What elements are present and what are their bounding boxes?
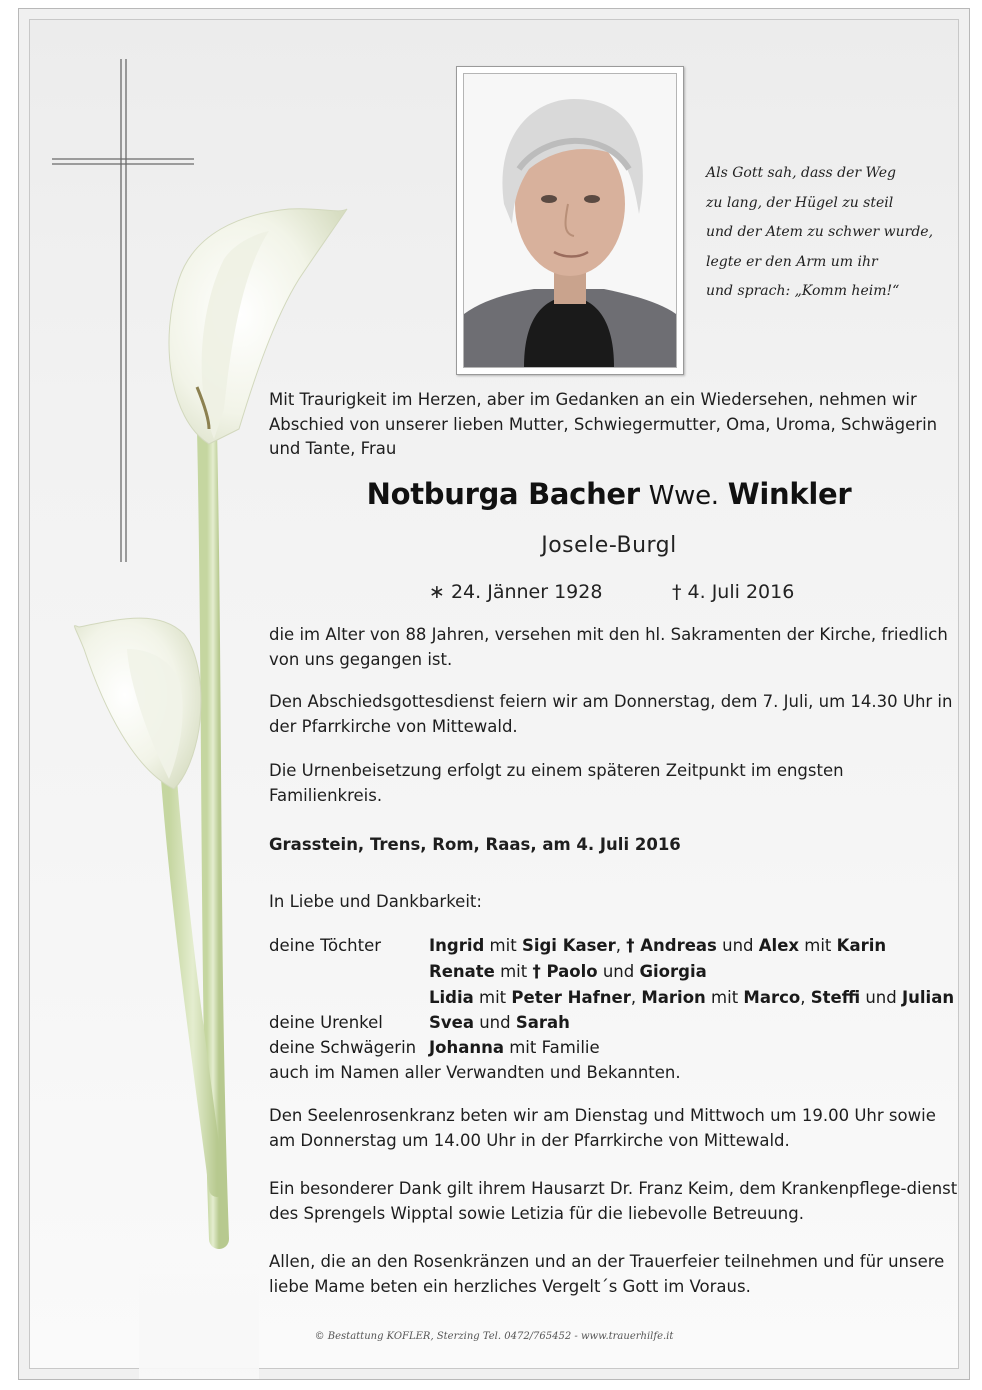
family-connector: mit Familie [503,1038,600,1057]
final-paragraph: Allen, die an den Rosenkränzen und an der Trauerfeier teilnehmen und für unsere liebe Mame beten ein herzliches Vergelt´s Gott im Voraus. [269,1252,945,1296]
funeral-home-footer: © Bestattung KOFLER, Sterzing Tel. 0472/765452 - www.trauerhilfe.it [314,1331,674,1342]
family-name: Johanna [429,1038,504,1057]
rosary-paragraph: Den Seelenrosenkranz beten wir am Dienstag und Mittwoch um 19.00 Uhr sowie am Donnerstag um 14.00 Uhr in der Pfarrkirche von Mittewald. [269,1106,936,1150]
family-connector: , [615,936,627,955]
daughters-line-3 [429,986,954,1011]
family-name: Ingrid [429,936,485,955]
family-name: † Andreas [626,936,717,955]
death-notice-paragraph: die im Alter von 88 Jahren, versehen mit den hl. Sakramenten der Kirche, friedlich von uns gegangen ist. [269,625,948,669]
thanks-paragraph: Ein besonderer Dank gilt ihrem Hausarzt Dr. Franz Keim, dem Krankenpflege-dienst des Sprengels Wipptal sowie Letizia für die liebevolle Betreuung. [269,1179,958,1223]
family-connector: und [597,962,640,981]
family-name: Renate [429,962,495,981]
family-connector: und [473,1013,516,1032]
daughters-line-1 [429,934,886,959]
great-grandchildren-names [429,1011,570,1036]
family-name: Marco [743,988,801,1007]
love-gratitude-line: In Liebe und Dankbarkeit: [269,892,482,911]
family-connector: , [630,988,642,1007]
family-name: Sarah [515,1013,570,1032]
urn-burial-paragraph: Die Urnenbeisetzung erfolgt zu einem späteren Zeitpunkt im engsten Familienkreis. [269,761,844,805]
deceased-married-name: Winkler [727,477,852,511]
family-name: † Paolo [532,962,598,981]
daughters-label: deine Töchter [269,936,382,955]
sister-in-law-names [429,1036,600,1061]
family-connector: , [800,988,811,1007]
family-name: Peter Hafner [511,988,631,1007]
family-name: Lidia [429,988,474,1007]
birth-date: ∗ 24. Jänner 1928 [429,581,603,603]
family-connector: mit [484,936,522,955]
intro-paragraph: Mit Traurigkeit im Herzen, aber im Gedanken an ein Wiedersehen, nehmen wir Abschied von unserer lieben Mutter, Schwiegermutter, Oma, Uroma, Schwägerin und Tante, Frau [269,390,938,458]
cross-icon [19,9,219,609]
place-date-line: Grasstein, Trens, Rom, Raas, am 4. Juli 2016 [269,835,681,854]
family-connector: mit [705,988,744,1007]
deceased-nickname: Josele-Burgl [541,533,677,558]
death-date: † 4. Juli 2016 [672,581,795,603]
deceased-name [259,477,959,511]
family-name: Alex [758,936,800,955]
family-name: Karin [836,936,887,955]
portrait-image [464,74,676,367]
funeral-service-paragraph: Den Abschiedsgottesdienst feiern wir am Donnerstag, dem 7. Juli, um 14.30 Uhr in der Pfarrkirche von Mittewald. [269,692,953,736]
obituary-card [18,8,970,1380]
widow-abbreviation: Wwe. [648,481,719,511]
family-connector: mit [473,988,512,1007]
deceased-first-name: Notburga Bacher [366,477,640,511]
family-connector: und [716,936,759,955]
family-name: Svea [429,1013,474,1032]
family-name: Steffi [810,988,861,1007]
family-name: Giorgia [639,962,707,981]
family-connector: mit [494,962,533,981]
memorial-poem: Als Gott sah, dass der Weg zu lang, der Hügel zu steil und der Atem zu schwer wurde, legte er den Arm um ihr und sprach: „Komm heim!“ [706,165,934,299]
daughters-line-2 [429,960,707,985]
portrait-photo [456,66,684,375]
sister-in-law-label: deine Schwägerin [269,1038,417,1057]
family-name: Marion [641,988,706,1007]
family-name: Julian [902,988,955,1007]
relatives-line: auch im Namen aller Verwandten und Bekannten. [269,1063,681,1082]
family-name: Sigi Kaser [521,936,616,955]
family-connector: mit [799,936,837,955]
family-connector: und [860,988,902,1007]
great-grandchildren-label: deine Urenkel [269,1013,383,1032]
